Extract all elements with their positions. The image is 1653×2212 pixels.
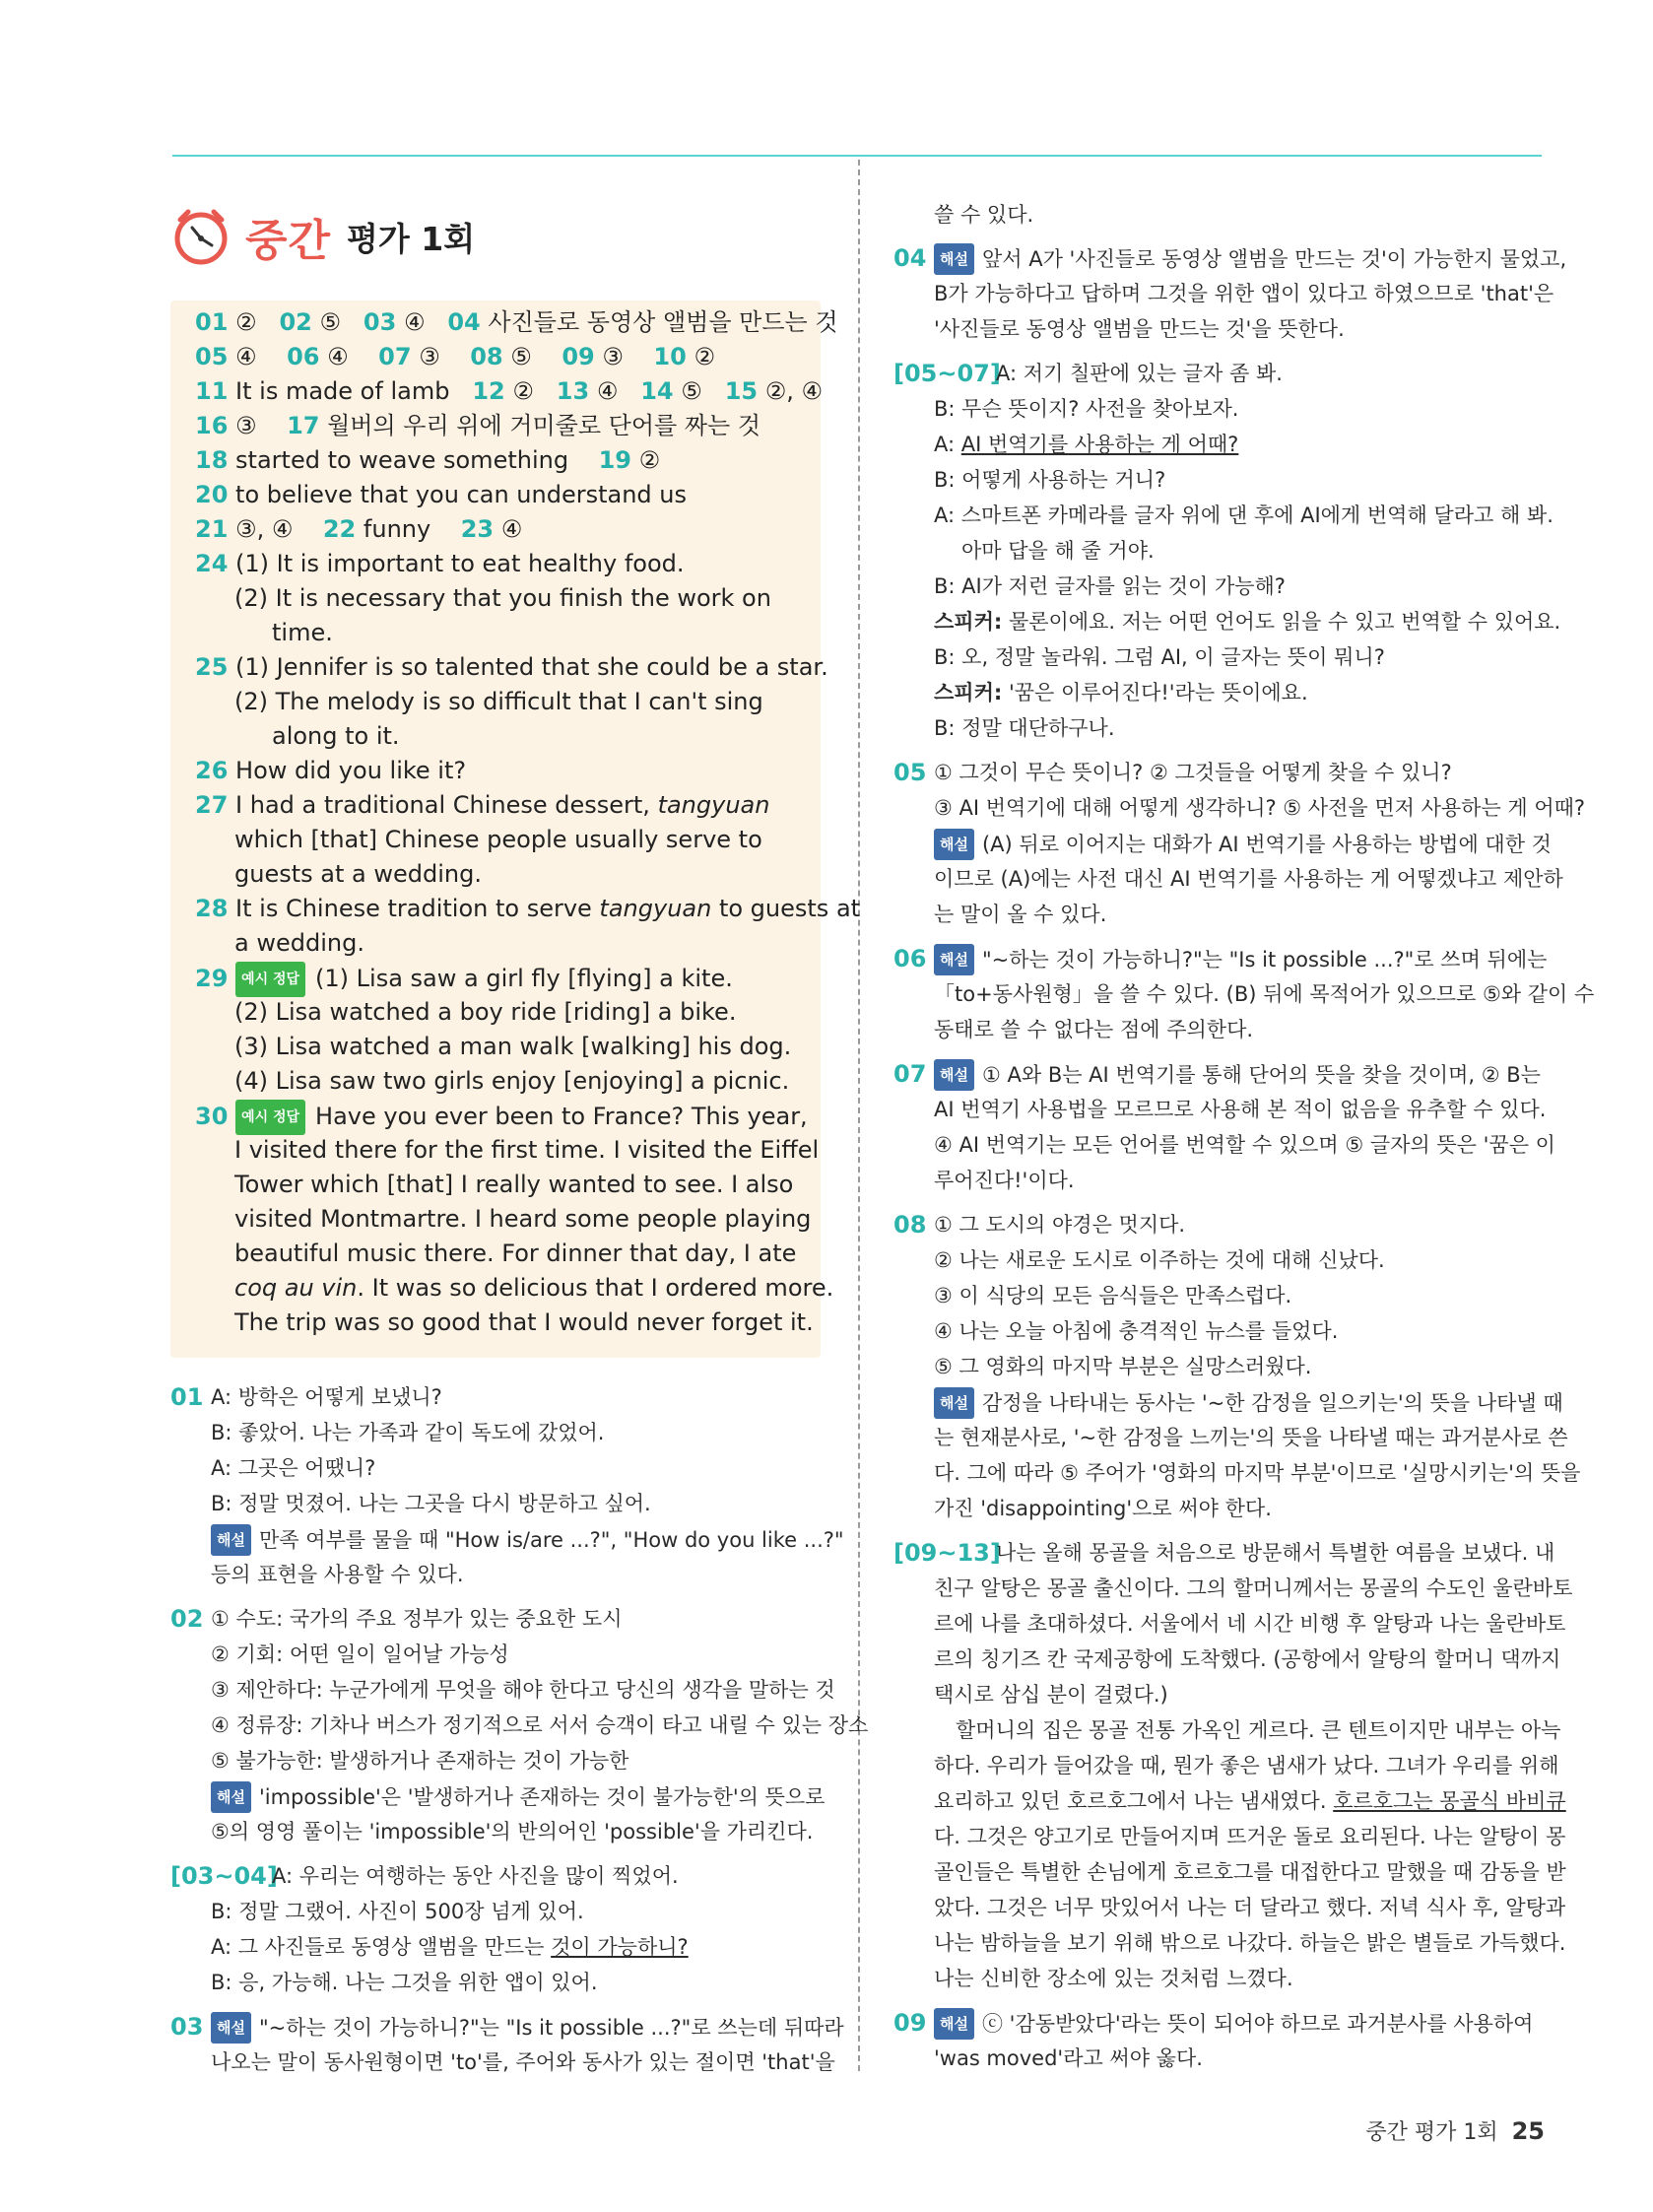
column-divider <box>858 160 860 2071</box>
exp-05-number: 05 <box>893 759 927 786</box>
exp-02-line7: ⑤의 영영 풀이는 'impossible'의 반의어인 'possible'을 가리킨다. <box>211 1820 814 1843</box>
exp-05-07-line8: 스피커: 물론이에요. 저는 어떤 언어도 읽을 수 있고 번역할 수 있어요. <box>934 610 1561 634</box>
section-title <box>170 202 475 271</box>
answer-row-05-10: 05 ④ 06 ④ 07 ③ 08 ⑤ 09 ③ 10 ② <box>195 343 715 370</box>
answer-row-24: 24 (1) It is important to eat healthy food. <box>195 550 685 577</box>
explanation-tag: 해설 <box>934 1059 974 1091</box>
explanation-tag: 해설 <box>934 1387 974 1419</box>
exp-09-line2: 'was moved'라고 써야 옳다. <box>934 2046 1203 2070</box>
exp-01-line3: A: 그곳은 어땠니? <box>211 1456 376 1480</box>
explanation-tag: 해설 <box>211 1524 251 1556</box>
exp-09-13-line6: 할머니의 집은 몽골 전통 가옥인 게르다. 큰 텐트이지만 내부는 아늑 <box>956 1718 1561 1742</box>
answer-30-line3: Tower which [that] I really wanted to see. I also <box>234 1171 794 1198</box>
footer-label: 중간 평가 1회 <box>1365 2120 1498 2145</box>
exp-04-line2: B가 가능하다고 답하며 그것을 위한 앱이 있다고 하였으므로 'that'은 <box>934 282 1554 305</box>
exp-05-07-line2: B: 무슨 뜻이지? 사전을 찾아보자. <box>934 397 1239 421</box>
exp-03-04-line2: B: 정말 그랬어. 사진이 500장 넘게 있어. <box>211 1900 584 1923</box>
exp-05-07-line9: B: 오, 정말 놀라워. 그럼 AI, 이 글자는 뜻이 뭐니? <box>934 645 1385 669</box>
answer-row-30: 30 예시 정답 Have you ever been to France? This year, <box>195 1100 808 1135</box>
exp-03-line1: 해설 "~하는 것이 가능하니?"는 "Is it possible ...?"로 쓰는데 뒤따라 <box>211 2012 844 2044</box>
exp-07-number: 07 <box>893 1060 927 1088</box>
exp-09-13-line12: 나는 밤하늘을 보기 위해 밖으로 나갔다. 하늘은 밝은 별들로 가득했다. <box>934 1931 1566 1955</box>
answer-29-line3: (3) Lisa watched a man walk [walking] his dog. <box>234 1033 792 1060</box>
exp-08-line6: 해설 감정을 나타내는 동사는 '~한 감정을 일으키는'의 뜻을 나타낼 때 <box>934 1387 1563 1419</box>
exp-08-line7: 는 현재분사로, '~한 감정을 느끼는'의 뜻을 나타낼 때는 과거분사로 쓴 <box>934 1426 1568 1449</box>
exp-02-line3: ③ 제안하다: 누군가에게 무엇을 해야 한다고 당신의 생각을 말하는 것 <box>211 1678 835 1702</box>
exp-01-line6: 등의 표현을 사용할 수 있다. <box>211 1563 464 1586</box>
exp-06-line2: 「to+동사원형」을 쓸 수 있다. (B) 뒤에 목적어가 있으므로 ⑤와 같이 수 <box>934 982 1595 1006</box>
answer-row-16-17: 16 ③ 17 월버의 우리 위에 거미줄로 단어를 짜는 것 <box>195 412 761 439</box>
exp-08-line5: ⑤ 그 영화의 마지막 부분은 실망스러웠다. <box>934 1355 1312 1378</box>
exp-09-13-line9: 다. 그것은 양고기로 만들어지며 뜨거운 돌로 요리된다. 나는 알탕이 몽 <box>934 1825 1566 1848</box>
exp-09-13-line11: 았다. 그것은 너무 맛있어서 나는 더 달라고 했다. 저녁 식사 후, 알탕과 <box>934 1896 1566 1919</box>
exp-03-continued: 쓸 수 있다. <box>934 203 1034 227</box>
explanation-tag: 해설 <box>934 243 974 275</box>
exp-09-line1: 해설 ⓒ '감동받았다'라는 뜻이 되어야 하므로 과거분사를 사용하여 <box>934 2008 1533 2040</box>
answer-row-28: 28 It is Chinese tradition to serve tangyuan to guests at <box>195 895 861 922</box>
example-answer-badge: 예시 정답 <box>235 962 305 997</box>
explanation-tag: 해설 <box>211 2012 251 2044</box>
exp-09-13-line2: 친구 알탕은 몽골 출신이다. 그의 할머니께서는 몽골의 수도인 울란바토 <box>934 1576 1573 1600</box>
exp-03-number: 03 <box>170 2013 204 2041</box>
exp-08-number: 08 <box>893 1211 927 1239</box>
answer-24-line2: (2) It is necessary that you finish the work on <box>234 584 771 612</box>
exp-09-13-line13: 나는 신비한 장소에 있는 것처럼 느꼈다. <box>934 1967 1293 1990</box>
answer-29-line4: (4) Lisa saw two girls enjoy [enjoying] a picnic. <box>234 1067 790 1095</box>
exp-05-line4: 이므로 (A)에는 사전 대신 AI 번역기를 사용하는 게 어떻겠냐고 제안하 <box>934 867 1563 891</box>
answer-30-line7: The trip was so good that I would never forget it. <box>234 1308 814 1336</box>
exp-05-07-line6: 아마 답을 해 줄 거야. <box>961 539 1155 563</box>
answer-row-18-19: 18 started to weave something 19 ② <box>195 446 661 474</box>
explanation-tag: 해설 <box>934 829 974 860</box>
exp-03-04-line3: A: 그 사진들로 동영상 앨범을 만드는 것이 가능하니? <box>211 1935 689 1959</box>
answer-30-line2: I visited there for the first time. I visited the Eiffel <box>234 1136 820 1164</box>
section-title-main: 중간 <box>245 216 332 266</box>
answer-27-line2: which [that] Chinese people usually serve to <box>234 826 762 853</box>
exp-08-line3: ③ 이 식당의 모든 음식들은 만족스럽다. <box>934 1284 1292 1307</box>
exp-02-line6: 해설 'impossible'은 '발생하거나 존재하는 것이 불가능한'의 뜻으로 <box>211 1781 825 1813</box>
answer-30-line4: visited Montmartre. I heard some people playing <box>234 1205 812 1233</box>
exp-01-line4: B: 정말 멋졌어. 나는 그곳을 다시 방문하고 싶어. <box>211 1492 651 1515</box>
answer-row-01-04: 01 ② 02 ⑤ 03 ④ 04 사진들로 동영상 앨범을 만드는 것 <box>195 308 838 336</box>
exp-05-07-line4: B: 어떻게 사용하는 거니? <box>934 468 1166 492</box>
exp-03-04-line4: B: 응, 가능해. 나는 그것을 위한 앱이 있어. <box>211 1971 598 1994</box>
example-answer-badge: 예시 정답 <box>235 1100 305 1135</box>
exp-01-line1: A: 방학은 어떻게 보냈니? <box>211 1385 442 1409</box>
exp-09-13-line5: 택시로 삼십 분이 걸렸다.) <box>934 1683 1168 1707</box>
exp-07-line3: ④ AI 번역기는 모든 언어를 번역할 수 있으며 ⑤ 글자의 뜻은 '꿈은 이 <box>934 1133 1555 1157</box>
answer-24-line3: time. <box>272 619 333 646</box>
answer-25-line3: along to it. <box>272 722 400 750</box>
answer-row-27: 27 I had a traditional Chinese dessert, tangyuan <box>195 791 770 819</box>
exp-05-line3: 해설 (A) 뒤로 이어지는 대화가 AI 번역기를 사용하는 방법에 대한 것 <box>934 829 1552 860</box>
page-number: 25 <box>1511 2117 1545 2145</box>
explanation-tag: 해설 <box>211 1781 251 1813</box>
exp-08-line9: 가진 'disappointing'으로 써야 한다. <box>934 1497 1272 1520</box>
answer-29-line2: (2) Lisa watched a boy ride [riding] a bike. <box>234 998 737 1026</box>
exp-02-line1: ① 수도: 국가의 주요 정부가 있는 중요한 도시 <box>211 1607 623 1631</box>
exp-07-line1: 해설 ① A와 B는 AI 번역기를 통해 단어의 뜻을 찾을 것이며, ② B는 <box>934 1059 1541 1091</box>
exp-03-04-line1: A: 우리는 여행하는 동안 사진을 많이 찍었어. <box>272 1864 679 1888</box>
exp-08-line8: 다. 그에 따라 ⑤ 주어가 '영화의 마지막 부분'이므로 '실망시키는'의 뜻을 <box>934 1461 1581 1485</box>
exp-09-13-line8: 요리하고 있던 호르호그에서 나는 냄새였다. 호르호그는 몽골식 바비큐 <box>934 1789 1566 1813</box>
exp-01-number: 01 <box>170 1383 204 1411</box>
exp-07-line4: 루어진다!'이다. <box>934 1169 1075 1192</box>
exp-04-line1: 해설 앞서 A가 '사진들로 동영상 앨범을 만드는 것'이 가능한지 물었고, <box>934 243 1566 275</box>
answer-30-line5: beautiful music there. For dinner that day, I ate <box>234 1240 797 1267</box>
exp-09-13-line7: 하다. 우리가 들어갔을 때, 뭔가 좋은 냄새가 났다. 그녀가 우리를 위해 <box>934 1754 1559 1777</box>
exp-05-07-line1: A: 저기 칠판에 있는 글자 좀 봐. <box>996 362 1283 385</box>
exp-05-07-line10: 스피커: '꿈은 이루어진다!'라는 뜻이에요. <box>934 681 1308 704</box>
exp-05-07-line7: B: AI가 저런 글자를 읽는 것이 가능해? <box>934 574 1286 598</box>
exp-05-07-line3: A: AI 번역기를 사용하는 게 어때? <box>934 433 1239 456</box>
exp-04-line3: '사진들로 동영상 앨범을 만드는 것'을 뜻한다. <box>934 317 1345 341</box>
exp-04-number: 04 <box>893 244 927 272</box>
section-title-sub: 평가 1회 <box>347 219 476 258</box>
answer-row-26: 26 How did you like it? <box>195 757 467 784</box>
exp-05-07-line11: B: 정말 대단하구나. <box>934 716 1115 740</box>
exp-06-number: 06 <box>893 945 927 972</box>
exp-05-line1: ① 그것이 무슨 뜻이니? ② 그것들을 어떻게 찾을 수 있니? <box>934 761 1452 784</box>
answer-row-21-23: 21 ③, ④ 22 funny 23 ④ <box>195 515 523 543</box>
exp-05-line5: 는 말이 올 수 있다. <box>934 903 1107 926</box>
exp-03-04-number: [03~04] <box>170 1862 278 1890</box>
exp-08-line4: ④ 나는 오늘 아침에 충격적인 뉴스를 들었다. <box>934 1319 1339 1343</box>
answer-row-29: 29 예시 정답 (1) Lisa saw a girl fly [flying] a kite. <box>195 962 733 997</box>
explanation-tag: 해설 <box>934 944 974 975</box>
exp-09-13-line3: 르에 나를 초대하셨다. 서울에서 네 시간 비행 후 알탕과 나는 울란바토 <box>934 1612 1566 1636</box>
exp-09-13-line1: 나는 올해 몽골을 처음으로 방문해서 특별한 여름을 보냈다. 내 <box>996 1541 1555 1565</box>
exp-02-number: 02 <box>170 1605 204 1633</box>
answer-row-25: 25 (1) Jennifer is so talented that she could be a star. <box>195 653 828 681</box>
answer-30-line6: coq au vin. It was so delicious that I ordered more. <box>234 1274 834 1302</box>
answer-row-11-15: 11 It is made of lamb 12 ② 13 ④ 14 ⑤ 15 ②, ④ <box>195 377 824 405</box>
exp-02-line2: ② 기회: 어떤 일이 일어날 가능성 <box>211 1642 509 1666</box>
answer-27-line3: guests at a wedding. <box>234 860 482 888</box>
exp-09-13-number: [09~13] <box>893 1539 1001 1567</box>
exp-05-07-number: [05~07] <box>893 360 1001 387</box>
exp-05-line2: ③ AI 번역기에 대해 어떻게 생각하니? ⑤ 사전을 먼저 사용하는 게 어때? <box>934 796 1586 820</box>
answer-row-20: 20 to believe that you can understand us <box>195 481 688 508</box>
exp-01-line2: B: 좋았어. 나는 가족과 같이 독도에 갔었어. <box>211 1421 605 1444</box>
exp-02-line5: ⑤ 불가능한: 발생하거나 존재하는 것이 가능한 <box>211 1749 629 1773</box>
exp-07-line2: AI 번역기 사용법을 모르므로 사용해 본 적이 없음을 유추할 수 있다. <box>934 1098 1547 1121</box>
exp-01-line5: 해설 만족 여부를 물을 때 "How is/are ...?", "How do you like ...?" <box>211 1524 844 1556</box>
answer-25-line2: (2) The melody is so difficult that I can't sing <box>234 688 763 715</box>
page-footer <box>1365 2115 1545 2146</box>
exp-06-line3: 동태로 쓸 수 없다는 점에 주의한다. <box>934 1018 1254 1041</box>
exp-08-line1: ① 그 도시의 야경은 멋지다. <box>934 1213 1186 1237</box>
answer-28-line2: a wedding. <box>234 929 364 957</box>
alarm-clock-icon <box>170 206 231 267</box>
exp-02-line4: ④ 정류장: 기차나 버스가 정기적으로 서서 승객이 타고 내릴 수 있는 장소 <box>211 1713 869 1737</box>
exp-09-13-line4: 르의 칭기즈 칸 국제공항에 도착했다. (공항에서 알탕의 할머니 댁까지 <box>934 1647 1561 1671</box>
exp-09-13-line10: 골인들은 특별한 손님에게 호르호그를 대접한다고 말했을 때 감동을 받 <box>934 1860 1566 1884</box>
exp-05-07-line5: A: 스마트폰 카메라를 글자 위에 댄 후에 AI에게 번역해 달라고 해 봐. <box>934 503 1554 527</box>
explanation-tag: 해설 <box>934 2008 974 2040</box>
top-rule <box>172 155 1542 157</box>
exp-03-line2: 나오는 말이 동사원형이면 'to'를, 주어와 동사가 있는 절이면 'that'을 <box>211 2050 835 2074</box>
exp-06-line1: 해설 "~하는 것이 가능하니?"는 "Is it possible ...?"로 쓰며 뒤에는 <box>934 944 1547 975</box>
exp-08-line2: ② 나는 새로운 도시로 이주하는 것에 대해 신났다. <box>934 1248 1385 1272</box>
exp-09-number: 09 <box>893 2009 927 2037</box>
